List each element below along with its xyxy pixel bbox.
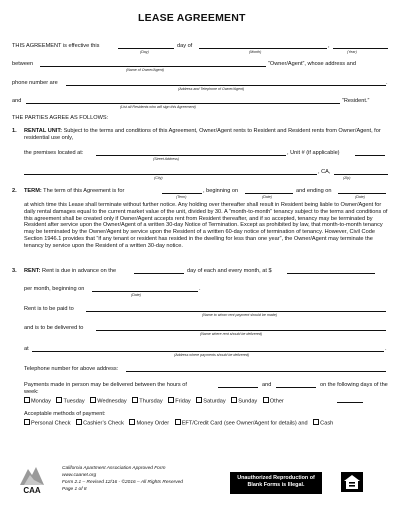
caption-zip: (Zip) — [343, 176, 351, 180]
owner-name-field[interactable] — [40, 66, 266, 67]
rent-start-date-field[interactable] — [92, 291, 198, 292]
caption-delivered-to: (Name where rent should be delivered) — [200, 332, 263, 336]
day-option-other[interactable] — [263, 397, 284, 406]
period-separator: . — [199, 286, 201, 292]
day-option-tuesday[interactable] — [56, 397, 84, 406]
day-field[interactable] — [118, 48, 174, 49]
method-eft-credit[interactable] — [175, 419, 308, 428]
resident-label: “Resident.” — [342, 98, 370, 104]
caption-residents: (List all Residents who will sign this Agreement) — [120, 105, 196, 109]
day-label: Sunday — [238, 398, 258, 405]
day-option-thursday[interactable] — [132, 397, 162, 406]
telephone-label: Telephone number for above address: — [24, 366, 119, 372]
year-field[interactable] — [333, 48, 388, 49]
and-label: and — [12, 98, 22, 104]
day-option-monday[interactable] — [24, 397, 51, 406]
parties-agree: THE PARTIES AGREE AS FOLLOWS: — [12, 115, 109, 121]
unit-field[interactable] — [355, 155, 385, 156]
owner-address-phone-field[interactable] — [66, 85, 386, 86]
month-field[interactable] — [199, 48, 327, 49]
caption-day: (Day) — [140, 50, 149, 54]
due-day-field[interactable] — [134, 273, 184, 274]
owner-agent-label: “Owner/Agent”, whose address and — [268, 61, 356, 67]
begin-date-field[interactable] — [245, 193, 293, 194]
at-label: at — [24, 346, 29, 352]
day-label: Friday — [175, 398, 191, 405]
following-days-label: on the following days of the — [320, 382, 388, 388]
reproduction-warning — [230, 472, 322, 494]
method-label: Money Order — [136, 420, 170, 427]
ca-text: CA — [321, 169, 329, 175]
warning-line-2: Blank Forms is Illegal. — [247, 482, 305, 488]
rent-amount-field[interactable] — [287, 273, 375, 274]
method-label: Cashier’s Check — [83, 420, 124, 427]
checkbox-icon[interactable] — [168, 397, 174, 403]
days-checkbox-row — [24, 397, 288, 406]
in-person-lead: Payments made in person may be delivered between the hours of — [24, 382, 187, 388]
caption-rent-start: (Date) — [131, 293, 141, 297]
checkbox-icon[interactable] — [76, 419, 82, 425]
unit-text: Unit # (if applicable) — [290, 150, 340, 156]
hours-from-field[interactable] — [218, 387, 258, 388]
page-title: LEASE AGREEMENT — [138, 12, 246, 24]
checkbox-icon[interactable] — [313, 419, 319, 425]
caption-owner-name: (Name of Owner/Agent) — [126, 68, 164, 72]
end-date-field[interactable] — [338, 193, 386, 194]
section-2-heading: TERM: — [24, 188, 42, 194]
section-1-text — [24, 128, 388, 142]
method-personal-check[interactable] — [24, 419, 71, 428]
caption-city: (City) — [154, 176, 163, 180]
street-address-field[interactable] — [96, 155, 286, 156]
delivered-to-field[interactable] — [96, 330, 386, 331]
footer-association: California Apartment Association Approved Form — [62, 466, 166, 471]
checkbox-icon[interactable] — [263, 397, 269, 403]
day-option-friday[interactable] — [168, 397, 191, 406]
caption-end-date: (Date) — [355, 195, 365, 199]
footer-page-number: Page 1 of 8 — [62, 487, 87, 492]
checkbox-icon[interactable] — [90, 397, 96, 403]
day-option-saturday[interactable] — [196, 397, 225, 406]
day-label: Other — [269, 398, 284, 405]
day-label: Tuesday — [63, 398, 85, 405]
day-label: Saturday — [203, 398, 226, 405]
hours-and-label: and — [262, 382, 272, 388]
day-label: Wednesday — [97, 398, 127, 405]
caption-address-phone: (Address and Telephone of Owner/Agent) — [178, 87, 245, 91]
ca-label: , CA, — [318, 169, 331, 175]
phone-number-label: phone number are — [12, 80, 58, 86]
beginning-on-text: beginning on — [206, 188, 239, 194]
equal-housing-icon — [341, 472, 363, 492]
day-option-sunday[interactable] — [231, 397, 257, 406]
footer-form-id — [62, 480, 183, 486]
day-option-wednesday[interactable] — [90, 397, 126, 406]
warning-line-1: Unauthorized Reproduction of — [237, 475, 315, 481]
rent-lead-text: Rent is due in advance on the — [40, 268, 117, 274]
comma-separator: . — [386, 80, 388, 86]
section-1-number: 1. — [12, 128, 17, 134]
day-of-label: day of — [177, 43, 193, 49]
method-label: EFT/Credit Card (see Owner/Agent for details) and — [181, 420, 308, 427]
payment-methods-label: Acceptable methods of payment: — [24, 411, 106, 417]
section-3-lead — [24, 268, 116, 275]
checkbox-icon[interactable] — [129, 419, 135, 425]
telephone-field[interactable] — [126, 371, 386, 372]
caption-begin-date: (Date) — [262, 195, 272, 199]
method-label: Cash — [320, 420, 334, 427]
hours-to-field[interactable] — [276, 387, 316, 388]
form-id-text: Form 2.1 – Revised 12/16 - ©2016 – All Rights Reserved — [62, 480, 183, 485]
effective-label: THIS AGREEMENT is effective this — [12, 43, 100, 49]
caa-logo-icon — [18, 463, 46, 495]
week-label: week: — [24, 389, 39, 395]
delivered-to-label: and is to be delivered to — [24, 325, 84, 331]
beginning-on-label: , beginning on — [203, 188, 239, 194]
section-1-body: Subject to the terms and conditions of this Agreement, Owner/Agent rents to Resident and Resident rents from Owner/Agent, for residential use only, — [24, 128, 381, 141]
caa-logo-text: CAA — [23, 486, 41, 495]
term-lead-text: The term of this Agreement is for — [41, 188, 125, 194]
method-label: Personal Check — [31, 420, 71, 427]
term-field[interactable] — [162, 193, 202, 194]
zip-field[interactable] — [334, 174, 388, 175]
section-3-heading: RENT: — [24, 268, 41, 274]
residents-field[interactable] — [26, 103, 340, 104]
caption-paid-to: (Name to whom rent payment should be made) — [202, 313, 278, 317]
paid-to-field[interactable] — [86, 311, 386, 312]
caa-logo — [18, 463, 46, 495]
section-2-number: 2. — [12, 188, 17, 194]
paid-to-label: Rent is to be paid to — [24, 306, 74, 312]
method-money-order[interactable] — [129, 419, 169, 428]
caption-street: (Street Address) — [153, 157, 180, 161]
section-1-heading: RENTAL UNIT: — [24, 128, 63, 134]
premises-label: the premises located at: — [24, 150, 84, 156]
per-month-label: per month, beginning on — [24, 286, 85, 292]
method-cash[interactable] — [313, 419, 333, 428]
equal-housing-icon-svg — [341, 472, 363, 492]
checkbox-icon[interactable] — [175, 419, 181, 425]
footer-website[interactable]: www.caanet.org — [62, 473, 97, 478]
in-person-label — [24, 382, 187, 389]
day-label: Monday — [31, 398, 51, 405]
day-of-month-label: day of each and every month, at $ — [187, 268, 272, 274]
section-2-lead — [24, 188, 124, 195]
checkbox-icon[interactable] — [56, 397, 62, 403]
checkbox-icon[interactable] — [231, 397, 237, 403]
checkbox-icon[interactable] — [196, 397, 202, 403]
city-field[interactable] — [24, 174, 317, 175]
section-3-number: 3. — [12, 268, 17, 274]
caption-payment-address: (Address where payments should be delivered) — [174, 353, 250, 357]
between-label: between — [12, 61, 34, 67]
checkbox-icon[interactable] — [24, 397, 30, 403]
checkbox-icon[interactable] — [24, 419, 30, 425]
period-separator: . — [385, 346, 387, 352]
payment-methods-row — [24, 419, 337, 428]
checkbox-icon[interactable] — [132, 397, 138, 403]
section-2-body: at which time this Lease shall terminate without further notice. Any holding over thereafter shall result in Resident being liable to Owner/Agent for daily rental damages equal to the current market value of the unit, divided by 30. A “month-to-month” tenancy subject to the terms and conditions of this agreement shall be created only if Owner/Agent accepts rent from Resident thereafter, and if so accepted, tenancy may be terminated by Resident after service upon the Owner/Agent of a written 30-day Notice of Termination. Except as prohibited by law, that month-to-month tenancy may be terminated by the Owner/Agent by service upon the Resident of a written 60-day notice of termination of tenancy. However, Civil Code Section 1946.1 provides that “if any tenant or resident has resided in the dwelling for less than one year”, the Owner/Agent may terminate the tenancy by service upon the Resident of a written 30-day notice. — [24, 202, 388, 249]
payment-address-field[interactable] — [32, 351, 384, 352]
method-cashiers-check[interactable] — [76, 419, 124, 428]
caption-term: (Term) — [176, 195, 187, 199]
other-day-field[interactable] — [337, 402, 363, 403]
caption-year: (Year) — [347, 50, 357, 54]
ending-on-label: and ending on — [296, 188, 332, 194]
unit-label: , Unit # (if applicable) — [287, 150, 340, 156]
caption-month: (Month) — [249, 50, 262, 54]
comma-separator: , — [328, 43, 330, 49]
day-label: Thursday — [139, 398, 163, 405]
